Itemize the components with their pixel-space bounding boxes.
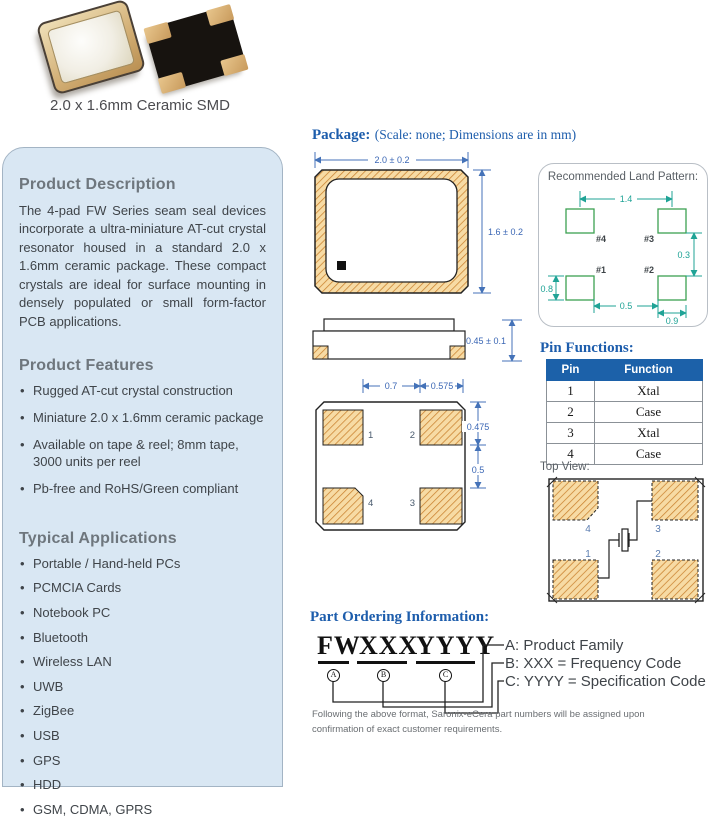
- application-item: • USB: [19, 728, 266, 745]
- pin-cell: 2: [547, 402, 595, 423]
- package-side-view-drawing: [310, 314, 540, 369]
- product-features-title: Product Features: [19, 357, 154, 375]
- application-item: • HDD: [19, 777, 266, 794]
- application-item: • Wireless LAN: [19, 654, 266, 671]
- package-subtitle: (Scale: none; Dimensions are in mm): [374, 127, 577, 142]
- dim-pad-h1-label: 0.475: [466, 422, 490, 432]
- bottom-pin-4: 4: [368, 498, 374, 509]
- product-description-body: The 4-pad FW Series seam seal devices incorporate a ultra-miniature AT-cut crystal resonator housed in a standard 2.0 x 1.6mm ceramic package. These compact crystals are ideal for surface mounting in densely populated or small form-factor PCB applications.: [19, 203, 266, 329]
- ordering-code-family: FW: [317, 631, 361, 660]
- bottom-pin-3: 3: [409, 498, 415, 509]
- pin1-marker: [337, 261, 346, 270]
- package-title: Package:: [312, 127, 371, 143]
- underline-bar: [318, 661, 349, 664]
- corner-pad: [206, 4, 234, 26]
- underline-bar: [357, 661, 407, 664]
- application-item: • Notebook PC: [19, 605, 266, 622]
- land-pattern-drawing: [539, 164, 706, 325]
- dim-pad-w1-label: 0.7: [384, 381, 398, 391]
- marker-circle-a: A: [327, 669, 340, 682]
- info-panel: [2, 147, 283, 817]
- ordering-note-line1: Following the above format, Saronix-eCera part numbers will be assigned upon: [312, 709, 645, 720]
- pin-functions-table: [546, 359, 703, 465]
- feature-item: • Rugged AT-cut crystal construction: [19, 383, 266, 400]
- corner-pad: [158, 72, 186, 94]
- ordering-note-line2: confirmation of exact customer requirements.: [312, 723, 503, 735]
- package-top-view-drawing: [310, 148, 540, 300]
- application-item: • UWB: [19, 679, 266, 696]
- land-dim-pitch-x: 1.4: [619, 194, 633, 204]
- package-heading-row: [312, 126, 576, 144]
- crystal-symbol: [622, 529, 628, 551]
- function-column-header: Function: [595, 360, 703, 381]
- pin-column-header: Pin: [547, 360, 595, 381]
- function-cell: Xtal: [595, 423, 703, 444]
- bottom-pin-2: 2: [409, 430, 415, 441]
- legend-item-a: A: Product Family: [505, 637, 624, 654]
- application-item: • ZigBee: [19, 703, 266, 720]
- land-label-2: #2: [644, 265, 655, 275]
- land-pattern-title: Recommended Land Pattern:: [547, 171, 699, 183]
- application-item: • GPS: [19, 753, 266, 770]
- feature-item: • Pb-free and RoHS/Green compliant: [19, 481, 266, 498]
- part-ordering-title: Part Ordering Information:: [310, 609, 490, 625]
- marker-circle-b: B: [377, 669, 390, 682]
- land-dim-gap-x: 0.5: [619, 301, 633, 311]
- pin-functions-title: Pin Functions:: [540, 340, 634, 356]
- land-dim-pad-w: 0.9: [665, 316, 679, 326]
- ordering-note: [312, 708, 692, 737]
- table-row: [547, 381, 703, 402]
- package-bottom-view-drawing: [310, 370, 540, 545]
- top-view-drawing: [546, 476, 708, 606]
- table-row: [547, 402, 703, 423]
- top-view-pin-4: 4: [585, 524, 591, 535]
- ordering-code-spec: YYYY: [416, 631, 496, 660]
- table-header-row: [547, 360, 703, 381]
- application-item: • PCMCIA Cards: [19, 580, 266, 597]
- feature-list: [19, 383, 266, 497]
- typical-applications-title: Typical Applications: [19, 529, 177, 547]
- pin-cell: 3: [547, 423, 595, 444]
- dim-thickness-label: 0.45 ± 0.1: [466, 336, 506, 346]
- product-description-title: Product Description: [19, 176, 176, 193]
- corner-pad: [143, 22, 171, 44]
- function-cell: Case: [595, 402, 703, 423]
- land-dim-pad-h: 0.8: [540, 284, 553, 294]
- top-view-pin-2: 2: [655, 549, 661, 560]
- feature-item: • Available on tape & reel; 8mm tape, 3000 units per reel: [19, 437, 266, 471]
- function-cell: Case: [595, 444, 703, 465]
- dim-pad-w2-label: 0.575: [430, 381, 454, 391]
- feature-item: • Miniature 2.0 x 1.6mm ceramic package: [19, 410, 266, 427]
- application-list: [19, 556, 266, 819]
- pin-cell: 1: [547, 381, 595, 402]
- table-row: [547, 423, 703, 444]
- photo-caption: 2.0 x 1.6mm Ceramic SMD: [49, 97, 231, 114]
- legend-item-b: B: XXX = Frequency Code: [505, 655, 682, 672]
- application-item: • Portable / Hand-held PCs: [19, 556, 266, 573]
- dim-height-label: 1.6 ± 0.2: [488, 227, 523, 237]
- top-view-pin-3: 3: [655, 524, 661, 535]
- underline-bar: [416, 661, 475, 664]
- pin-cell: 4: [547, 444, 595, 465]
- product-photo-ceramic: [36, 0, 147, 96]
- dim-pad-gap-label: 0.5: [471, 465, 485, 475]
- top-view-pin-1: 1: [585, 549, 591, 560]
- dim-width-label: 2.0 ± 0.2: [374, 155, 410, 165]
- marker-circle-c: C: [439, 669, 452, 682]
- function-cell: Xtal: [595, 381, 703, 402]
- application-item: • Bluetooth: [19, 630, 266, 647]
- bottom-pin-1: 1: [368, 430, 374, 441]
- ordering-code-frequency: XXX: [359, 631, 419, 660]
- corner-pad: [220, 54, 248, 76]
- legend-item-c: C: YYYY = Specification Code: [505, 673, 706, 690]
- land-label-3: #3: [644, 234, 655, 244]
- land-label-4: #4: [596, 234, 607, 244]
- land-pattern-box: [538, 163, 708, 327]
- product-photo-black: [145, 5, 248, 93]
- top-view-title: Top View:: [540, 461, 590, 473]
- application-item: • GSM, CDMA, GPRS: [19, 802, 266, 819]
- land-dim-gap-y: 0.3: [677, 250, 690, 260]
- land-label-1: #1: [596, 265, 607, 275]
